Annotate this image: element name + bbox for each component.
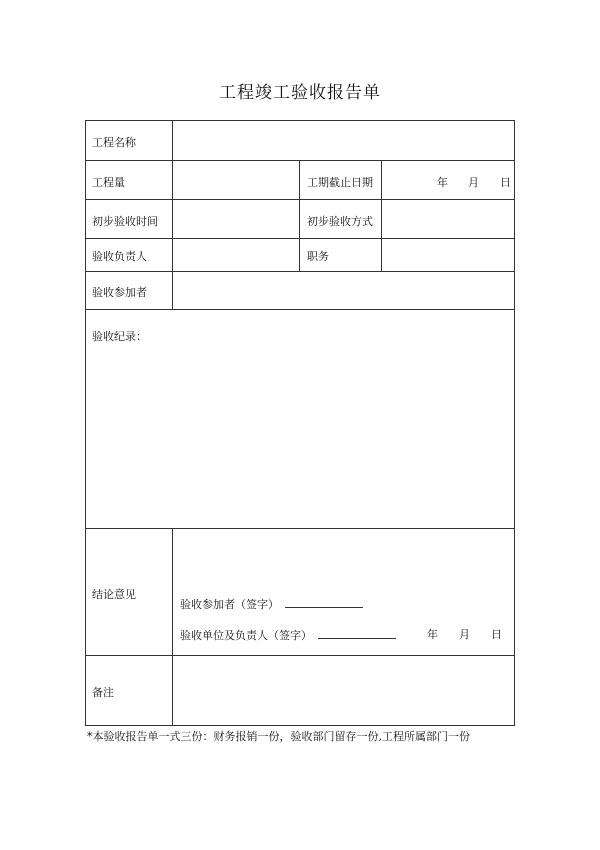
participants-signature (180, 595, 363, 612)
quantity-label: 工程量 (92, 176, 125, 189)
position-field[interactable] (383, 239, 514, 270)
footnote: *本验收报告单一式三份：财务报销一份，验收部门留存一份,工程所属部门一份 (87, 730, 470, 743)
deadline-label: 工期截止日期 (307, 176, 373, 189)
position-label: 职务 (307, 250, 329, 263)
participants-sign-label: 验收参加者（签字） (180, 598, 279, 611)
deadline-day: 日 (500, 176, 511, 189)
record-area[interactable] (88, 346, 514, 526)
project-name-label: 工程名称 (92, 136, 136, 149)
initial-time-field[interactable] (174, 200, 298, 237)
deadline-year: 年 (437, 176, 448, 189)
initial-method-label: 初步验收方式 (307, 215, 373, 228)
unit-lead-signature-line[interactable] (318, 626, 396, 639)
participants-field[interactable] (174, 272, 514, 308)
participants-label: 验收参加者 (92, 286, 147, 299)
participants-signature-line[interactable] (285, 595, 363, 608)
page-title: 工程竣工验收报告单 (219, 83, 381, 103)
acceptance-lead-label: 验收负责人 (92, 250, 147, 263)
column-divider (172, 528, 173, 726)
unit-lead-signature (180, 626, 396, 643)
quantity-field[interactable] (174, 161, 298, 198)
sign-month: 月 (459, 628, 470, 641)
acceptance-lead-field[interactable] (174, 239, 298, 270)
column-divider (299, 160, 300, 271)
column-divider (381, 160, 382, 271)
initial-method-field[interactable] (383, 200, 514, 237)
sign-year: 年 (427, 628, 438, 641)
unit-lead-sign-label: 验收单位及负责人（签字） (180, 629, 312, 642)
remarks-label: 备注 (92, 686, 114, 699)
initial-time-label: 初步验收时间 (92, 215, 158, 228)
project-name-field[interactable] (174, 122, 514, 159)
row-divider (86, 528, 514, 529)
acceptance-form (85, 120, 515, 726)
row-divider (86, 309, 514, 310)
column-divider (172, 121, 173, 309)
deadline-month: 月 (468, 176, 479, 189)
sign-day: 日 (491, 628, 502, 641)
conclusion-label: 结论意见 (92, 588, 136, 601)
remarks-field[interactable] (174, 656, 514, 725)
row-divider (86, 160, 514, 161)
record-label: 验收纪录： (92, 330, 147, 343)
